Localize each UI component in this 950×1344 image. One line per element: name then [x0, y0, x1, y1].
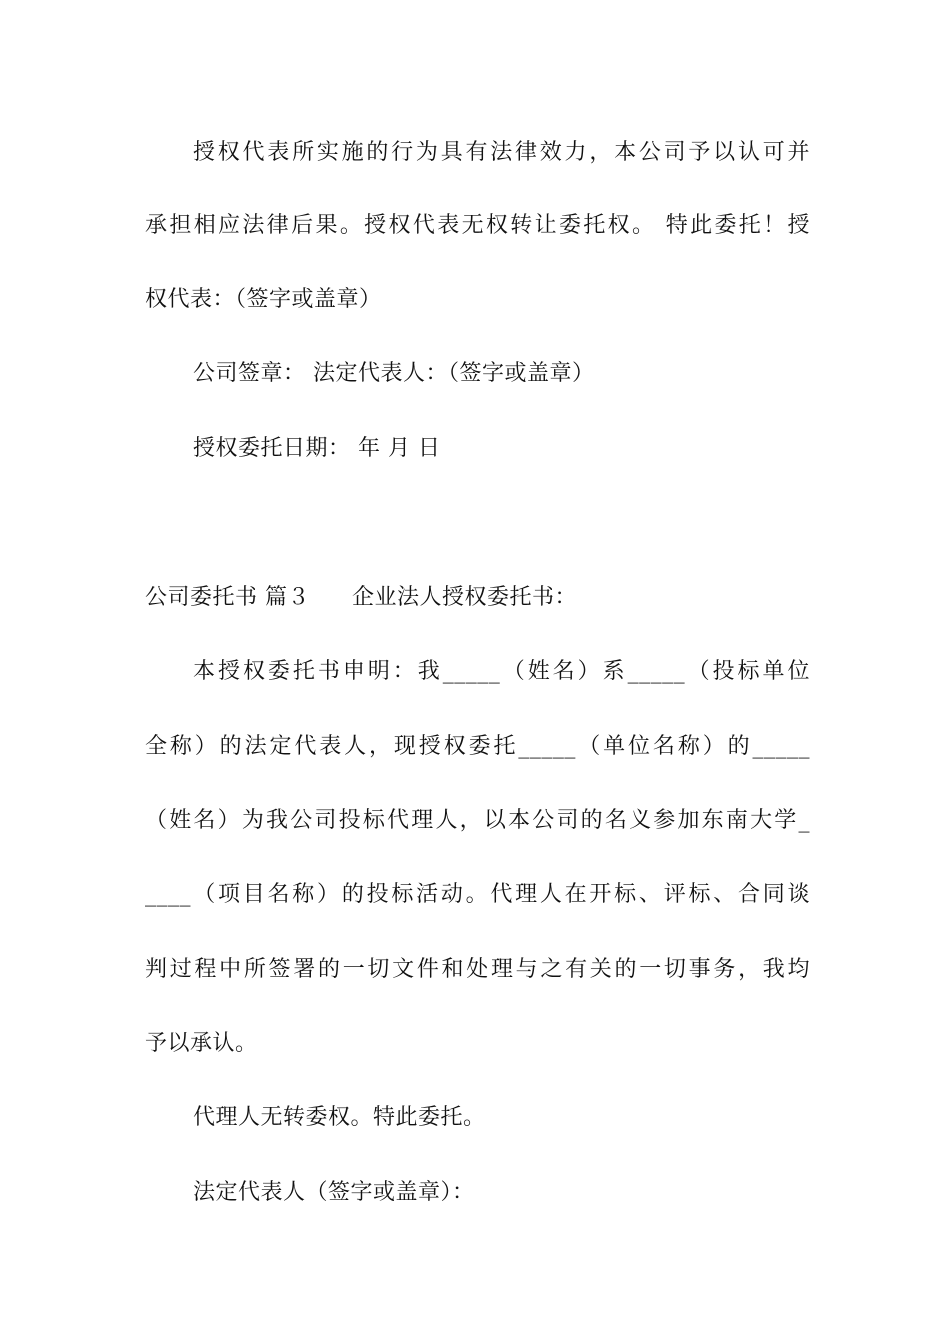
signature-line: 公司签章： 法定代表人：（签字或盖章）	[193, 361, 595, 386]
paragraph-line: 本授权委托书申明：我_____（姓名）系_____（投标单位	[193, 659, 810, 684]
date-line: 授权委托日期： 年 月 日	[193, 436, 441, 461]
signature-line: 法定代表人（签字或盖章）：	[193, 1180, 475, 1205]
paragraph-line: 予以承认。	[145, 1031, 258, 1056]
paragraph-line: 授权代表所实施的行为具有法律效力，本公司予以认可并	[193, 140, 810, 165]
paragraph-line: 权代表：（签字或盖章）	[145, 287, 382, 312]
paragraph-line: （姓名）为我公司投标代理人，以本公司的名义参加东南大学_	[145, 808, 810, 833]
paragraph-line: 代理人无转委权。特此委托。	[193, 1105, 486, 1130]
paragraph-line: 全称）的法定代表人，现授权委托_____（单位名称）的_____	[145, 734, 810, 759]
section-heading-left: 公司委托书 篇３	[145, 585, 310, 610]
paragraph-line: 承担相应法律后果。授权代表无权转让委托权。 特此委托！授	[145, 213, 810, 238]
section-heading-right: 企业法人授权委托书：	[352, 585, 578, 610]
paragraph-line: 判过程中所签署的一切文件和处理与之有关的一切事务，我均	[145, 957, 810, 982]
section-heading	[145, 583, 810, 613]
paragraph-line: ____（项目名称）的投标活动。代理人在开标、评标、合同谈	[145, 882, 810, 907]
